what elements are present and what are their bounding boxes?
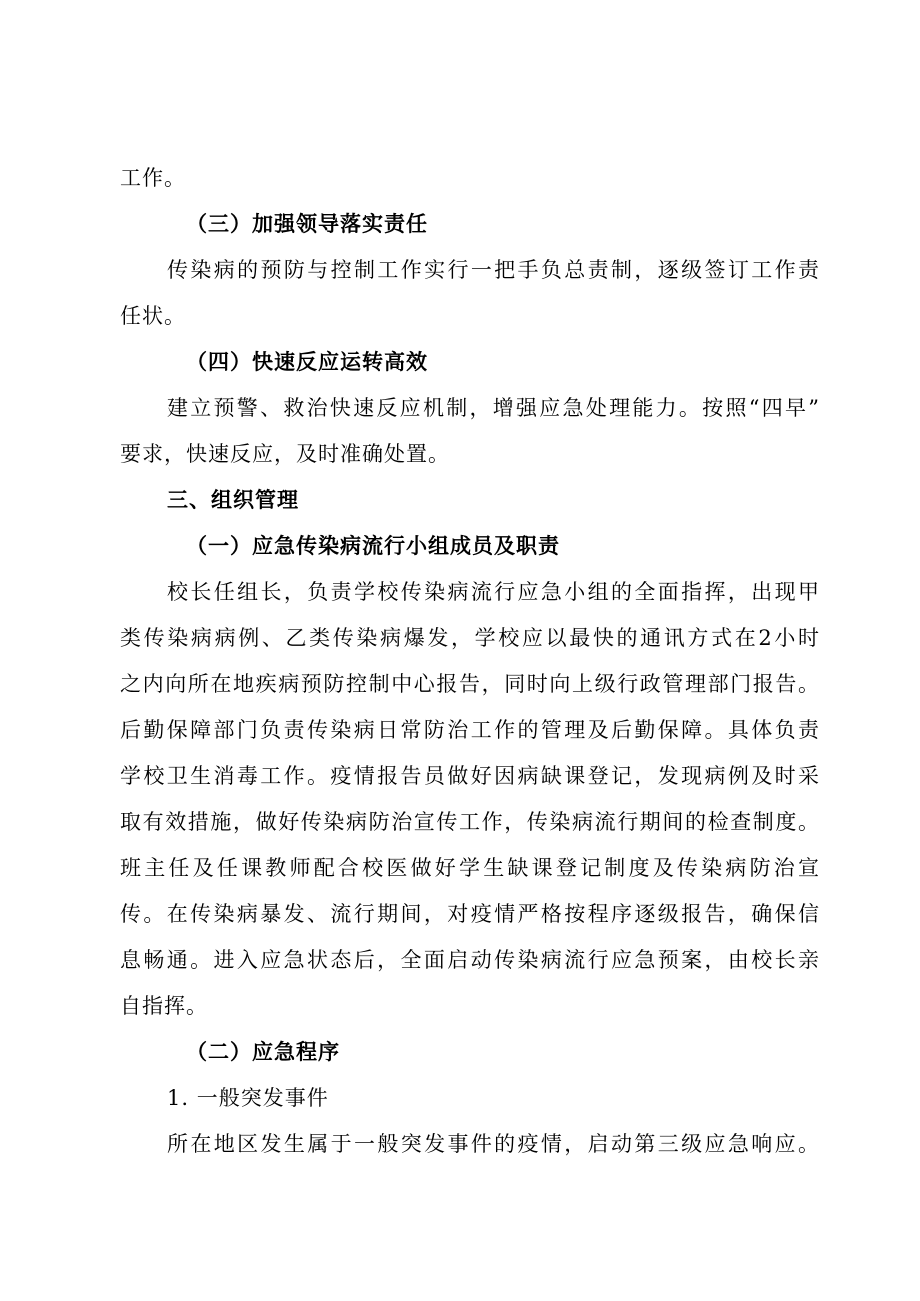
paragraph-line: 后勤保障部门负责传染病日常防治工作的管理及后勤保障。具体负责 [120,718,820,742]
paragraph-line: 息畅通。进入应急状态后，全面启动传染病流行应急预案，由校长亲 [120,948,820,972]
chapter-heading-organization: 三、组织管理 [167,487,299,512]
paragraph-line: 建立预警、救治快速反应机制，增强应急处理能力。按照“四早” [167,396,820,420]
paragraph-line: 班主任及任课教师配合校医做好学生缺课登记制度及传染病防治宣 [120,856,820,880]
paragraph-line: 类传染病病例、乙类传染病爆发，学校应以最快的通讯方式在2小时 [120,626,820,650]
paragraph-line: 校长任组长，负责学校传染病流行应急小组的全面指挥，出现甲 [167,580,820,604]
section-heading-strengthen-leadership: （三）加强领导落实责任 [186,211,428,236]
subsection-heading-general-incident: 1. 一般突发事件 [167,1086,329,1110]
paragraph-line: 自指挥。 [120,994,208,1018]
section-heading-rapid-response: （四）快速反应运转高效 [186,349,428,374]
paragraph-line: 传。在传染病暴发、流行期间，对疫情严格按程序逐级报告，确保信 [120,902,820,926]
section-heading-emergency-group: （一）应急传染病流行小组成员及职责 [186,533,560,558]
paragraph-line: 学校卫生消毒工作。疫情报告员做好因病缺课登记，发现病例及时采 [120,764,820,788]
paragraph-line: 任状。 [120,304,186,328]
paragraph-line: 要求，快速反应，及时准确处置。 [120,442,450,466]
paragraph-continuation: 工作。 [120,166,186,190]
paragraph-line: 取有效措施，做好传染病防治宣传工作，传染病流行期间的检查制度。 [120,810,820,834]
section-heading-emergency-procedure: （二）应急程序 [186,1039,340,1064]
paragraph-line: 所在地区发生属于一般突发事件的疫情，启动第三级应急响应。 [167,1132,820,1156]
paragraph-line: 之内向所在地疾病预防控制中心报告，同时向上级行政管理部门报告。 [120,672,820,696]
paragraph-line: 传染病的预防与控制工作实行一把手负总责制，逐级签订工作责 [167,258,820,282]
